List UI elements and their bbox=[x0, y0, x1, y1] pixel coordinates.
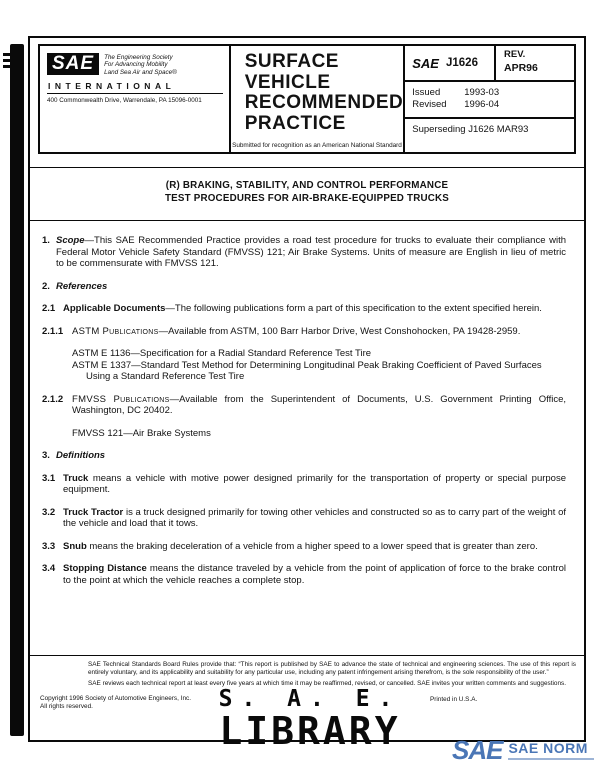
section-term: Definitions bbox=[56, 450, 106, 461]
section-number: 2.1.2 bbox=[42, 393, 64, 405]
revised-label: Revised bbox=[412, 99, 447, 110]
section-body bbox=[72, 326, 566, 338]
issued-row bbox=[412, 87, 574, 99]
document-header bbox=[38, 44, 576, 154]
section-body bbox=[63, 303, 566, 315]
scan-edge-bar bbox=[10, 44, 24, 736]
revised-date: 1996-04 bbox=[464, 99, 500, 110]
document-kind-line: PRACTICE bbox=[244, 112, 346, 134]
rights-line: All rights reserved. bbox=[40, 702, 93, 710]
board-rules-notice: SAE Technical Standards Board Rules provide that: “This report is published by SAE to advance the state of technical and engineering sciences. The use of this report is entirely voluntary, and its applicability and suitability for any particular use, including any patent infringement arising therefrom, is the sole responsibility of the user.” bbox=[88, 661, 576, 676]
section-number: 2. bbox=[42, 280, 50, 292]
section-text: —Available from ASTM, 100 Barr Harbor Drive, West Conshohocken, PA 19428-2959. bbox=[158, 325, 521, 337]
scan-edge-marks bbox=[3, 53, 17, 71]
tagline: Land Sea Air and Space® bbox=[104, 68, 177, 76]
sae-taglines bbox=[104, 53, 177, 76]
document-kind-line: SURFACE bbox=[244, 51, 339, 72]
section-scope bbox=[42, 235, 566, 270]
revised-row bbox=[412, 99, 574, 111]
revision-box bbox=[494, 46, 574, 80]
rev-value: APR96 bbox=[504, 62, 538, 74]
document-kind-line: VEHICLE bbox=[244, 71, 331, 93]
section-body bbox=[56, 235, 566, 270]
library-stamp bbox=[180, 686, 440, 751]
document-body bbox=[30, 221, 584, 586]
section-text: —This SAE Recommended Practice provides a road test procedure for trucks to evaluate their compliance with Federal Motor Vehicle Safety Standard (FMVSS) 121; Air Brake Systems. Units of measure are English in lieu of metric to be commensurate with FMVSS 121. bbox=[56, 235, 566, 269]
section-fmvss-publications bbox=[42, 394, 566, 417]
section-number: 2.1.1 bbox=[42, 325, 64, 337]
sae-norm-glyph-icon: SAE bbox=[452, 735, 503, 765]
review-policy-notice: SAE reviews each technical report at least every five years at which time it may be reaffirmed, revised, or cancelled. SAE invites your written comments and suggestions. bbox=[88, 680, 566, 688]
section-number: 3.2 bbox=[42, 506, 56, 518]
section-body bbox=[56, 450, 566, 462]
section-body bbox=[63, 563, 566, 586]
section-term: References bbox=[56, 280, 108, 292]
section-body bbox=[63, 541, 566, 553]
sae-logo: SAE bbox=[47, 53, 99, 75]
section-astm-publications bbox=[42, 326, 566, 338]
title-line: (R) BRAKING, STABILITY, AND CONTROL PERFORMANCE bbox=[165, 180, 449, 191]
section-text: —The following publications form a part of this specification to the extent specified herein. bbox=[165, 303, 542, 314]
section-definitions bbox=[42, 450, 566, 462]
stamp-library-text: LIBRARY bbox=[219, 709, 401, 753]
section-term: ASTM Publications bbox=[72, 325, 159, 337]
ansi-recognition-note: Submitted for recognition as an American National Standard bbox=[232, 142, 402, 149]
sae-logo-row bbox=[47, 53, 223, 76]
stamp-sae-text: S. A. E. bbox=[218, 686, 402, 712]
document-kind-line: RECOMMENDED bbox=[244, 92, 404, 113]
copyright-line: Copyright 1996 Society of Automotive Engineers, Inc. bbox=[40, 695, 191, 703]
section-term: Truck bbox=[63, 472, 89, 484]
section-text: is a truck designed primarily for towing other vehicles and constructed so as to carry part of the weight of the vehicle and load that it tows. bbox=[63, 506, 566, 529]
sae-mini-logo: SAE bbox=[412, 55, 439, 71]
sae-logo-block bbox=[40, 46, 231, 152]
document-kind-block bbox=[231, 46, 406, 152]
document-number: J1626 bbox=[445, 57, 478, 69]
sae-norm-label: SAE NORM bbox=[508, 740, 588, 756]
section-number: 3.4 bbox=[42, 563, 56, 574]
section-term: Applicable Documents bbox=[63, 303, 166, 314]
section-references bbox=[42, 281, 566, 293]
tagline: The Engineering Society bbox=[104, 54, 173, 61]
superseding-note: Superseding J1626 MAR93 bbox=[412, 124, 529, 135]
dates-box bbox=[405, 82, 574, 119]
code-row bbox=[405, 46, 574, 82]
section-term: Snub bbox=[63, 540, 87, 552]
section-applicable-documents bbox=[42, 303, 566, 315]
section-text: means the braking deceleration of a vehicle from a higher speed to a lower speed that is greater than zero. bbox=[86, 540, 538, 552]
section-term: Scope bbox=[56, 235, 85, 246]
document-page bbox=[28, 36, 586, 742]
section-term: Stopping Distance bbox=[63, 563, 147, 574]
tagline: For Advancing Mobility bbox=[104, 61, 168, 69]
definition-stopping-distance bbox=[42, 563, 566, 586]
section-number: 3.1 bbox=[42, 472, 56, 484]
definition-truck-tractor bbox=[42, 507, 566, 530]
reference-item-astm-e1136: ASTM E 1136—Specification for a Radial Standard Reference Test Tire bbox=[72, 348, 372, 359]
document-number-cell bbox=[405, 46, 494, 80]
section-number: 3.3 bbox=[42, 540, 56, 552]
section-term: Truck Tractor bbox=[63, 506, 124, 518]
section-body bbox=[63, 507, 566, 530]
section-number: 3. bbox=[42, 450, 50, 461]
reference-item-fmvss-121: FMVSS 121—Air Brake Systems bbox=[72, 427, 211, 439]
definition-truck bbox=[42, 473, 566, 496]
document-code-block bbox=[405, 46, 574, 152]
section-body bbox=[56, 281, 566, 293]
section-body bbox=[63, 473, 566, 496]
reference-item-astm-e1337: ASTM E 1337—Standard Test Method for Determining Longitudinal Peak Braking Coefficient of Paved Surfaces Using a Standard Reference Test Tire bbox=[72, 359, 542, 382]
definition-snub bbox=[42, 541, 566, 553]
sae-norm-underline bbox=[508, 758, 594, 760]
section-term: FMVSS Publications bbox=[72, 393, 170, 405]
rev-label: REV. bbox=[504, 49, 526, 60]
sae-norm-logo bbox=[452, 737, 594, 763]
title-line: TEST PROCEDURES FOR AIR-BRAKE-EQUIPPED TRUCKS bbox=[164, 193, 450, 204]
section-text: —Available from the Superintendent of Documents, U.S. Government Printing Office, Washington, DC 20402. bbox=[72, 393, 566, 416]
section-body bbox=[72, 394, 566, 417]
sae-international: INTERNATIONAL bbox=[47, 78, 223, 94]
sae-norm-text-block bbox=[508, 737, 594, 760]
section-number: 2.1 bbox=[42, 303, 56, 314]
printed-note: Printed in U.S.A. bbox=[430, 696, 478, 704]
sae-address: 400 Commonwealth Drive, Warrendale, PA 15096-0001 bbox=[47, 97, 202, 105]
document-title bbox=[30, 167, 584, 221]
section-number: 1. bbox=[42, 235, 50, 246]
section-text: means a vehicle with motive power designed primarily for the transportation of property or special purpose equipment. bbox=[63, 472, 566, 495]
section-text: means the distance traveled by a vehicle from the point of application of force to the brake control to the point at which the vehicle reaches a complete stop. bbox=[63, 563, 566, 586]
issued-label: Issued bbox=[412, 87, 441, 98]
issued-date: 1993-03 bbox=[464, 87, 500, 98]
